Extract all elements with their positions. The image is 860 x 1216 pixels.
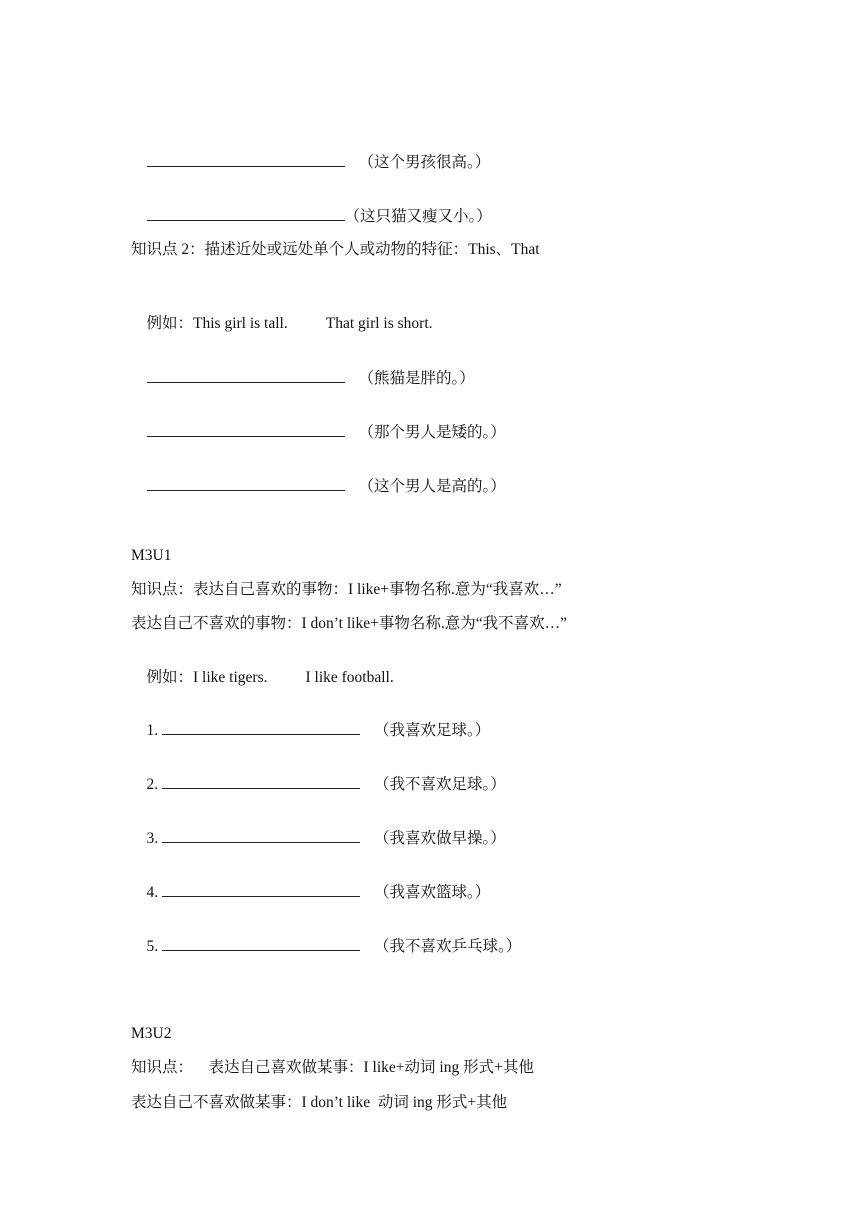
knowledge-point-line: 表达自己不喜欢的事物：I don’t like+事物名称.意为“我不喜欢…” xyxy=(131,615,567,632)
section-heading: M3U2 xyxy=(131,1025,172,1042)
exercise-hint: （我喜欢篮球。） xyxy=(374,884,491,901)
answer-blank[interactable] xyxy=(162,936,360,951)
example-line xyxy=(131,648,394,708)
answer-blank[interactable] xyxy=(162,882,360,897)
exercise-hint: （我喜欢做早操。） xyxy=(374,830,506,847)
answer-blank[interactable] xyxy=(147,422,345,437)
numbered-exercise xyxy=(131,700,490,761)
answer-blank[interactable] xyxy=(162,774,360,789)
exercise-hint: （熊猫是胖的。） xyxy=(358,370,475,387)
numbered-exercise xyxy=(131,916,521,977)
answer-blank[interactable] xyxy=(162,828,360,843)
example-prefix: 例如： xyxy=(146,669,194,686)
example-line xyxy=(131,294,433,354)
answer-blank[interactable] xyxy=(147,152,345,167)
example-sentence: This girl is tall. xyxy=(193,315,288,332)
example-sentence: I like tigers. xyxy=(193,669,268,686)
exercise-hint: （这个男孩很高。） xyxy=(358,154,491,171)
exercise-hint: （我不喜欢乒乓球。） xyxy=(374,938,522,955)
numbered-exercise xyxy=(131,754,506,815)
numbered-exercise xyxy=(131,862,490,923)
exercise-hint: （我喜欢足球。） xyxy=(374,722,491,739)
knowledge-point-title: 知识点 2：描述近处或远处单个人或动物的特征：This、That xyxy=(131,241,540,258)
answer-blank[interactable] xyxy=(147,206,345,221)
exercise-line xyxy=(131,456,506,517)
exercise-number: 2. xyxy=(146,776,159,793)
section-heading: M3U1 xyxy=(131,547,172,564)
answer-blank[interactable] xyxy=(147,368,345,383)
knowledge-point-line: 知识点： 表达自己喜欢做某事：I like+动词 ing 形式+其他 xyxy=(131,1059,534,1076)
example-sentence: That girl is short. xyxy=(325,315,433,332)
example-sentence: I like football. xyxy=(305,669,394,686)
exercise-hint: （这只猫又瘦又小。） xyxy=(344,208,492,225)
exercise-hint: （我不喜欢足球。） xyxy=(374,776,506,793)
exercise-number: 4. xyxy=(146,884,159,901)
exercise-line xyxy=(131,348,475,409)
exercise-hint: （这个男人是高的。） xyxy=(358,478,506,495)
answer-blank[interactable] xyxy=(162,720,360,735)
exercise-number: 1. xyxy=(146,722,159,739)
exercise-number: 5. xyxy=(146,938,159,955)
knowledge-point-line: 表达自己不喜欢做某事：I don’t like 动词 ing 形式+其他 xyxy=(131,1094,508,1111)
exercise-line xyxy=(131,132,490,193)
answer-blank[interactable] xyxy=(147,476,345,491)
numbered-exercise xyxy=(131,808,506,869)
exercise-number: 3. xyxy=(146,830,159,847)
exercise-line xyxy=(131,186,492,247)
exercise-line xyxy=(131,402,506,463)
example-prefix: 例如： xyxy=(146,315,194,332)
knowledge-point-line: 知识点：表达自己喜欢的事物：I like+事物名称.意为“我喜欢…” xyxy=(131,581,562,598)
exercise-hint: （那个男人是矮的。） xyxy=(358,424,506,441)
